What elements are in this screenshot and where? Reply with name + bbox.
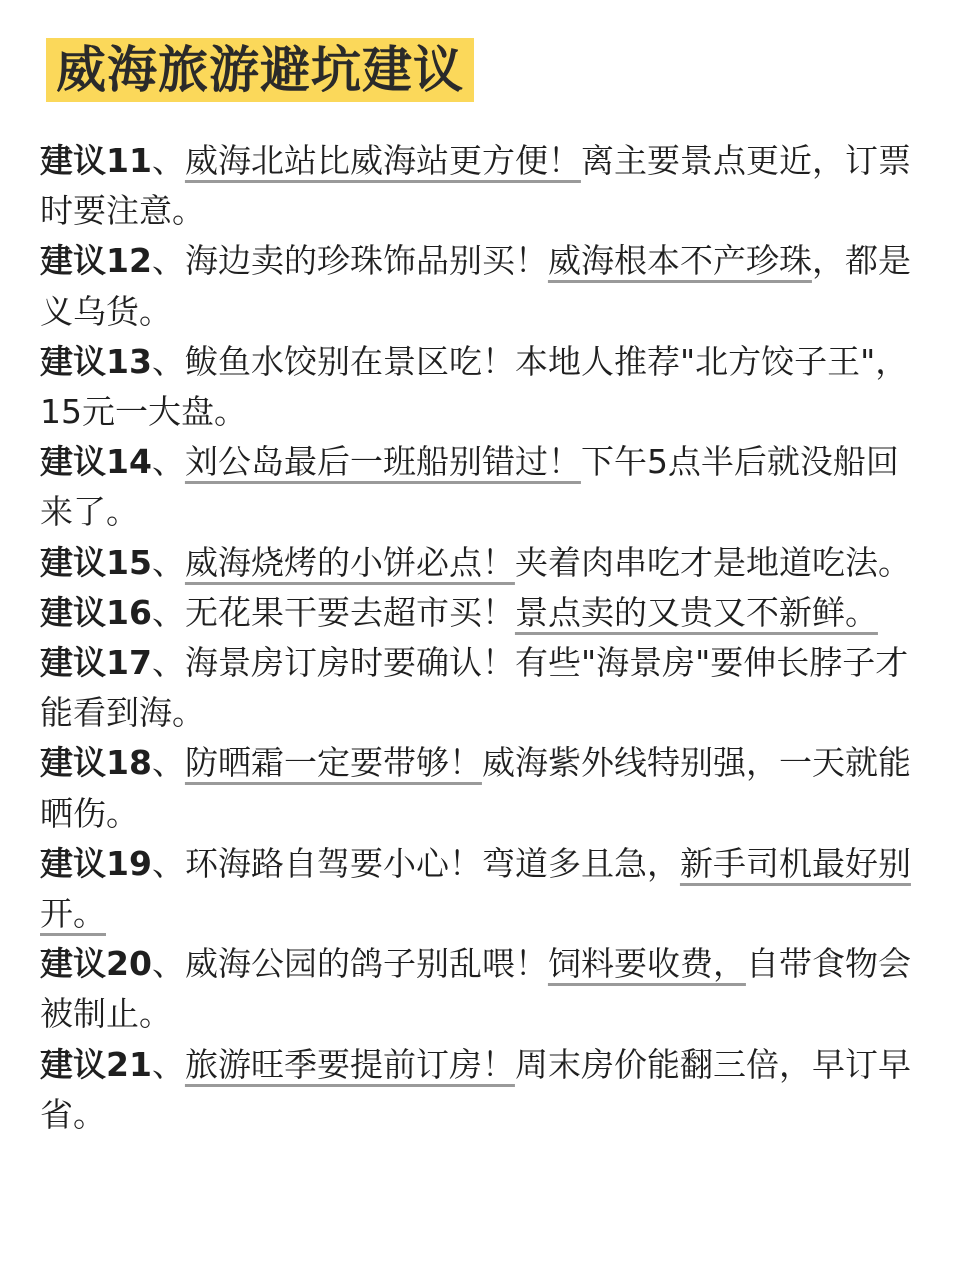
tip-number: 建议20 xyxy=(40,944,152,984)
tip-text: 夹着肉串吃才是地道吃法。 xyxy=(514,542,911,582)
tip-item: 建议17、海景房订房时要确认！有些"海景房"要伸长脖子才能看到海。 xyxy=(40,643,909,733)
tip-highlight: 防晒霜一定要带够！ xyxy=(184,743,482,783)
tip-text: 下午5点半后就没船回来了。 xyxy=(40,442,899,532)
tip-text: ，都是义乌货。 xyxy=(40,241,911,331)
tip-text: 威海紫外线特别强，一天就能晒伤。 xyxy=(40,743,911,833)
tip-text: 鲅鱼水饺别在景区吃！本地人推荐"北方饺子王"，15元一大盘。 xyxy=(40,341,909,432)
tip-text: 环海路自驾要小心！弯道多且急， xyxy=(184,843,680,883)
tip-text: 周末房价能翻三倍，早订早省。 xyxy=(40,1044,911,1134)
tip-highlight: 新手司机最好别开。 xyxy=(40,843,911,934)
tip-number: 建议16 xyxy=(40,592,152,632)
tip-number: 建议19 xyxy=(40,843,152,883)
tip-item: 建议20、威海公园的鸽子别乱喂！饲料要收费，自带食物会被制止。 xyxy=(40,944,911,1034)
title-banner xyxy=(46,38,474,102)
tip-item: 建议11、威海北站比威海站更方便！离主要景点更近，订票时要注意。 xyxy=(40,141,911,231)
tip-number: 建议11 xyxy=(40,141,152,180)
tip-text: 海景房订房时要确认！有些"海景房"要伸长脖子才能看到海。 xyxy=(40,643,909,733)
tip-number: 建议12 xyxy=(40,241,152,281)
tip-number: 建议18 xyxy=(40,743,152,783)
tip-highlight: 威海根本不产珍珠 xyxy=(547,241,812,281)
tip-item: 建议16、无花果干要去超市买！景点卖的又贵又不新鲜。 xyxy=(40,592,878,632)
tip-text: 威海公园的鸽子别乱喂！ xyxy=(184,944,548,984)
tip-item: 建议13、鲅鱼水饺别在景区吃！本地人推荐"北方饺子王"，15元一大盘。 xyxy=(40,341,909,432)
tip-item: 建议14、刘公岛最后一班船别错过！下午5点半后就没船回来了。 xyxy=(40,442,899,532)
tip-text: 无花果干要去超市买！ xyxy=(184,592,515,632)
tips-list xyxy=(40,136,920,1140)
tip-text: 离主要景点更近，订票时要注意。 xyxy=(40,141,911,231)
tip-text: 海边卖的珍珠饰品别买！ xyxy=(184,241,548,281)
tip-number: 建议15 xyxy=(40,542,152,582)
tip-highlight: 威海烧烤的小饼必点！ xyxy=(184,542,515,582)
tip-highlight: 景点卖的又贵又不新鲜。 xyxy=(514,592,878,632)
tip-highlight: 饲料要收费， xyxy=(547,944,746,984)
tip-item: 建议21、旅游旺季要提前订房！周末房价能翻三倍，早订早省。 xyxy=(40,1044,911,1134)
tip-item: 建议12、海边卖的珍珠饰品别买！威海根本不产珍珠，都是义乌货。 xyxy=(40,241,911,331)
tip-item: 建议18、防晒霜一定要带够！威海紫外线特别强，一天就能晒伤。 xyxy=(40,743,911,833)
tip-item: 建议15、威海烧烤的小饼必点！夹着肉串吃才是地道吃法。 xyxy=(40,542,911,582)
tip-text: 自带食物会被制止。 xyxy=(40,944,911,1034)
tip-number: 建议21 xyxy=(40,1044,152,1084)
tip-number: 建议13 xyxy=(40,341,152,381)
tip-item: 建议19、环海路自驾要小心！弯道多且急，新手司机最好别开。 xyxy=(40,843,911,934)
tip-highlight: 刘公岛最后一班船别错过！ xyxy=(184,442,581,482)
tip-number: 建议14 xyxy=(40,442,152,482)
tip-highlight: 威海北站比威海站更方便！ xyxy=(184,141,581,180)
tip-highlight: 旅游旺季要提前订房！ xyxy=(184,1044,515,1084)
tip-number: 建议17 xyxy=(40,643,152,683)
page-title: 威海旅游避坑建议 xyxy=(56,41,464,99)
